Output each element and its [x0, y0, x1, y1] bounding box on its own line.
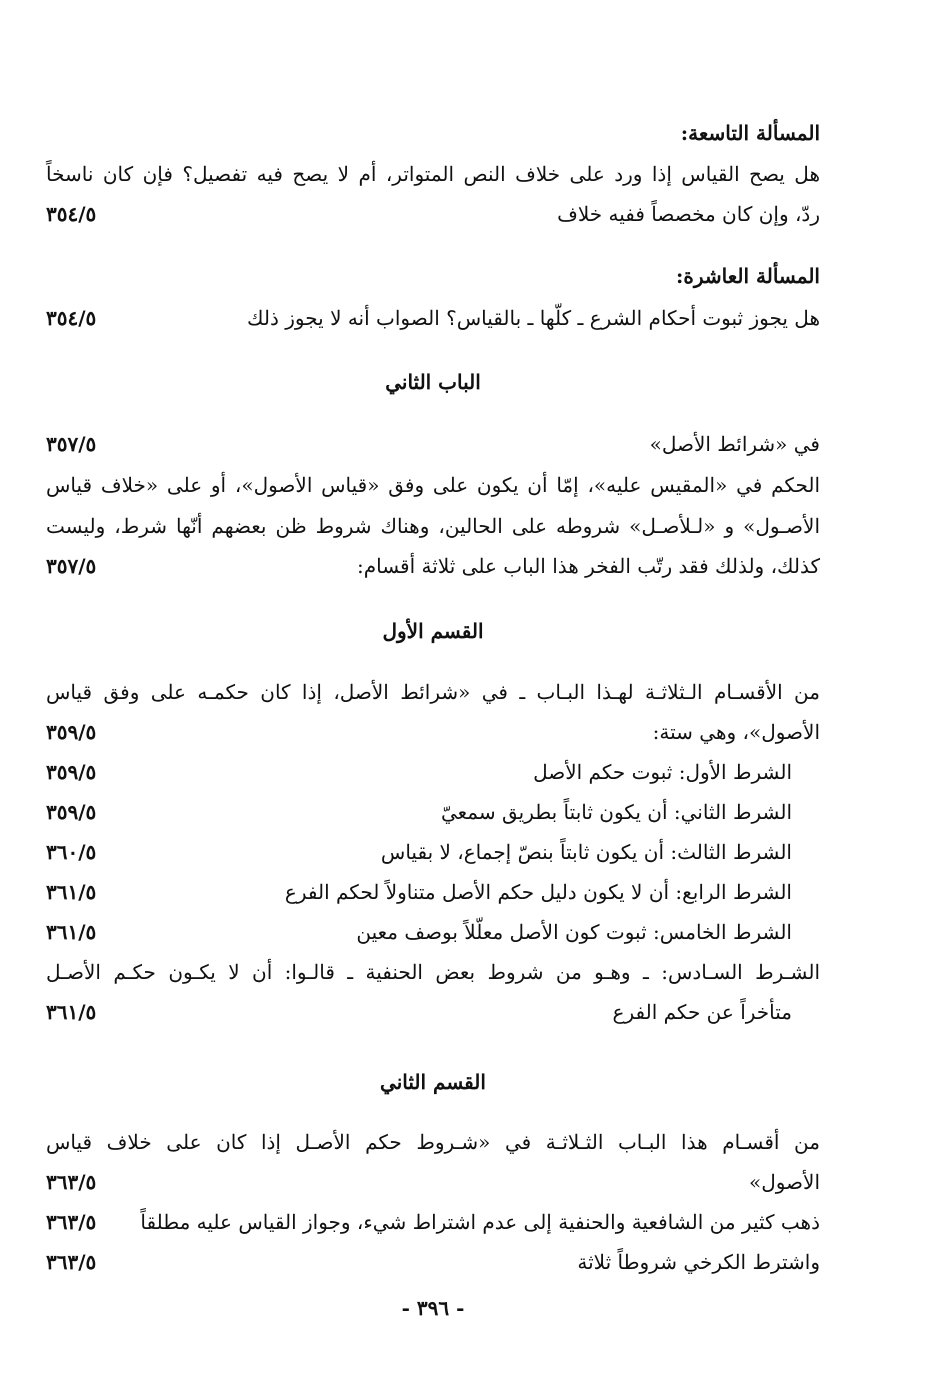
chapter-heading: الباب الثاني [385, 370, 481, 394]
condition-4: الشرط الرابع: أن لا يكون دليل حكم الأصل متناولاً لحكم الفرع ٣٦١/٥ [46, 872, 820, 912]
chapter-paragraph-line-3: كذلك، ولذلك فقد رتّب الفخر هذا الباب على ثلاثة أقسام: ٣٥٧/٥ [46, 546, 820, 586]
page-reference: ٣٦٣/٥ [46, 1210, 97, 1234]
chapter-paragraph-line-2: الأصـول» و «لـلأصـل» شروطه على الحالين، وهناك شروط ظن بعضهم أنّها شرط، وليست [46, 514, 820, 538]
page-reference: ٣٥٤/٥ [46, 202, 97, 226]
part-one-heading: القسم الأول [382, 619, 484, 643]
condition-6-line-2: متأخراً عن حكم الفرع ٣٦١/٥ [46, 992, 820, 1032]
condition-5: الشرط الخامس: ثبوت كون الأصل معلّلاً بوصف معين ٣٦١/٥ [46, 912, 820, 952]
page-reference: ٣٦١/٥ [46, 880, 97, 904]
page-reference: ٣٥٩/٥ [46, 720, 97, 744]
part-one-intro-line-2: الأصول»، وهي ستة: ٣٥٩/٥ [46, 712, 820, 752]
condition-3: الشرط الثالث: أن يكون ثابتاً بنصّ إجماع، لا بقياس ٣٦٠/٥ [46, 832, 820, 872]
page-reference: ٣٦١/٥ [46, 920, 97, 944]
page-reference: ٣٥٤/٥ [46, 306, 97, 330]
chapter-paragraph-line-1: الحكم في «المقيس عليه»، إمّا أن يكون على وفق «قياس الأصول»، أو على «خلاف قياس [46, 473, 820, 497]
condition-6-line-1: الشـرط السـادس: ـ وهـو من شروط بعض الحنفية ـ قالـوا: أن لا يكـون حكـم الأصـل [46, 960, 820, 984]
section-title-q10: المسألة العاشرة: [676, 264, 820, 288]
q10-line-1: هل يجوز ثبوت أحكام الشرع ـ كلّها ـ بالقياس؟ الصواب أنه لا يجوز ذلك ٣٥٤/٥ [46, 298, 820, 338]
section-title-q9 [46, 113, 820, 153]
q9-line-1: هل يصح القياس إذا ورد على خلاف النص المتواتر، أم لا يصح فيه تفصيل؟ فإن كان ناسخاً [46, 162, 820, 186]
page-reference: ٣٦٣/٥ [46, 1170, 97, 1194]
part-two-line-1: ذهب كثير من الشافعية والحنفية إلى عدم اشتراط شيء، وجواز القياس عليه مطلقاً ٣٦٣/٥ [46, 1202, 820, 1242]
part-one-intro-line-1: من الأقسـام الـثلاثـة لهـذا البـاب ـ في «شرائط الأصل، إذا كان حكمـه على وفق قياس [46, 680, 820, 704]
q9-line-2: ردّ، وإن كان مخصصاً ففيه خلاف ٣٥٤/٥ [46, 194, 820, 234]
part-two-intro-line-2: الأصول» ٣٦٣/٥ [46, 1162, 820, 1202]
chapter-subtitle: في «شرائط الأصل» ٣٥٧/٥ [46, 424, 820, 464]
part-two-line-2: واشترط الكرخي شروطاً ثلاثة ٣٦٣/٥ [46, 1242, 820, 1282]
page-reference: ٣٦٣/٥ [46, 1250, 97, 1274]
condition-1: الشرط الأول: ثبوت حكم الأصل ٣٥٩/٥ [46, 752, 820, 792]
page-reference: ٣٦١/٥ [46, 1000, 97, 1024]
page-reference: ٣٥٩/٥ [46, 760, 97, 784]
part-two-intro-line-1: من أقسـام هذا البـاب الثـلاثـة في «شـروط حكم الأصـل إذا كان على خلاف قياس [46, 1130, 820, 1154]
part-two-heading: القسم الثاني [380, 1070, 486, 1094]
condition-2: الشرط الثاني: أن يكون ثابتاً بطريق سمعيّ ٣٥٩/٥ [46, 792, 820, 832]
q9-title: المسألة التاسعة: [680, 121, 820, 145]
page-reference: ٣٦٠/٥ [46, 840, 97, 864]
page-reference: ٣٥٧/٥ [46, 432, 97, 456]
page-number: - ٣٩٦ - [401, 1296, 465, 1320]
page-reference: ٣٥٩/٥ [46, 800, 97, 824]
page-reference: ٣٥٧/٥ [46, 554, 97, 578]
